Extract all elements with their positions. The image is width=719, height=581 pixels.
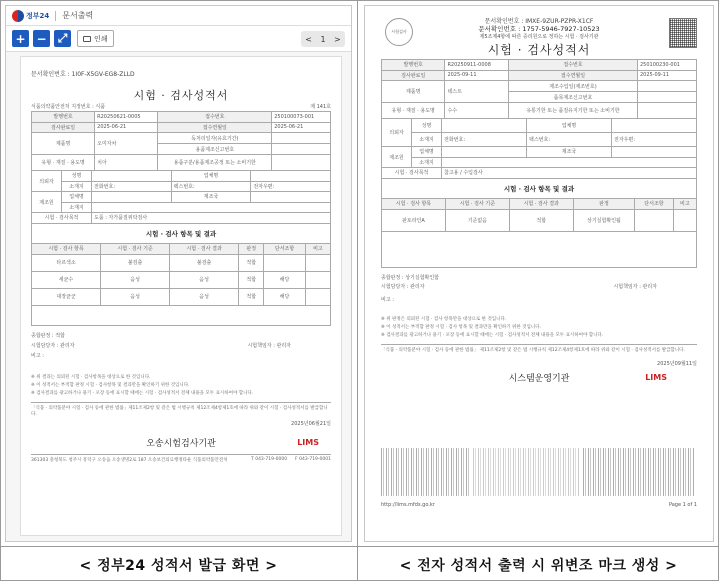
issuer xyxy=(381,371,697,385)
footer-page: Page 1 of 1 xyxy=(668,502,697,508)
result-cell: 기준없음 xyxy=(445,209,509,231)
cell: 접수연월일 xyxy=(509,70,638,81)
result-cell: 음성 xyxy=(101,271,170,288)
cell: 업체명 xyxy=(62,192,92,203)
result-header: 비고 xyxy=(673,198,696,209)
result-header: 시험 · 검사 결과 xyxy=(509,198,573,209)
cell xyxy=(637,81,696,92)
cell: 치아 xyxy=(95,155,158,171)
cell: 수수 xyxy=(445,103,509,119)
issuer-name: 시스템운영기관 xyxy=(508,373,570,384)
prev-page-button[interactable]: < xyxy=(305,34,312,44)
next-page-button[interactable]: > xyxy=(334,34,341,44)
doc-meta xyxy=(31,103,331,111)
info-table xyxy=(381,59,697,119)
cell: 2025-06-21 xyxy=(95,122,158,133)
note-line: ※ 이 성적서는 부적합 판정 시험 · 검사 항목 및 결과만을 확인하기 위한 것입니다. xyxy=(381,324,541,330)
result-header: 판정 xyxy=(573,198,634,209)
cell: 유형 · 재질 · 용도명 xyxy=(382,103,445,119)
cell: 접수연월일 xyxy=(158,122,272,133)
footer-tel: T 043-719-0000 xyxy=(251,456,288,462)
print-button[interactable] xyxy=(77,30,114,47)
certificate-page-printed xyxy=(369,10,709,537)
result-cell xyxy=(305,288,330,305)
result-header: 판정 xyxy=(239,243,264,254)
current-page[interactable]: 1 xyxy=(320,34,326,44)
result-cell: 적합 xyxy=(239,271,264,288)
result-cell xyxy=(305,271,330,288)
doc-confirm-number-small: 문서확인번호 : IMXE-9ZUR-PZPR-X1CF xyxy=(484,18,594,25)
fit-page-button[interactable]: ⤢ xyxy=(54,30,71,47)
cell xyxy=(251,192,331,203)
cell xyxy=(637,103,696,119)
cell: 시험 · 검사목적 xyxy=(382,168,442,179)
result-cell: 불검출 xyxy=(101,254,170,271)
anti-forgery-pattern-icon xyxy=(473,448,579,496)
cell: 제조원 xyxy=(382,147,412,168)
anti-forgery-barcode-icon xyxy=(381,448,469,496)
cell xyxy=(92,171,172,182)
result-cell: 해당 xyxy=(264,271,306,288)
cell: 성명 xyxy=(412,119,442,133)
result-cell: 해당 xyxy=(264,288,306,305)
tester xyxy=(31,342,75,352)
result-cell: 대장균군 xyxy=(32,288,101,305)
result-cell: 세균수 xyxy=(32,271,101,288)
cell: 소재지 xyxy=(62,181,92,192)
gov24-logo-icon xyxy=(12,10,24,22)
printer-icon xyxy=(83,36,91,42)
electronic-certificate xyxy=(364,5,714,542)
summary-line xyxy=(381,274,697,283)
summary-value: 상기실험확인함 xyxy=(405,274,440,281)
certificate-page xyxy=(20,56,342,536)
result-cell xyxy=(382,231,697,267)
result-cell: 음성 xyxy=(170,271,239,288)
approver xyxy=(247,342,291,352)
cell: 접수번호 xyxy=(158,112,272,123)
cell: 250100230-001 xyxy=(637,60,696,71)
caption-right: < 전자 성적서 출력 시 위변조 마크 생성 > xyxy=(399,557,678,574)
result-header: 시험 · 검사 기준 xyxy=(101,243,170,254)
caption-left: < 정부24 성적서 발급 화면 > xyxy=(79,557,278,574)
window-title: 문서출력 xyxy=(62,11,94,20)
doc-footer xyxy=(31,454,331,468)
client-table xyxy=(31,170,331,224)
cell xyxy=(272,144,331,155)
cell: 검사완료일 xyxy=(32,122,95,133)
cell: 2025-06-21 xyxy=(272,122,331,133)
cell xyxy=(612,119,697,133)
result-header: 시험 · 검사 결과 xyxy=(170,243,239,254)
note-line: ※ 검사결과를 광고하거나 용기 · 포장 등에 표시할 때에는 시험 · 검사성적서 전체 내용을 모두 표시하여야 합니다. xyxy=(31,390,254,396)
cell: 제조국 xyxy=(527,147,612,158)
note-line: ※ 이 성적서는 부적합 판정 시험 · 검사항목 및 결과만을 확인하기 위한 것입니다. xyxy=(31,382,190,388)
result-cell: 적합 xyxy=(509,209,573,231)
result-cell: 타르색소 xyxy=(32,254,101,271)
zoom-in-button[interactable]: + xyxy=(12,30,29,47)
doc-title: 시험 · 검사성적서 xyxy=(487,43,591,57)
results-table xyxy=(31,223,331,326)
vertical-divider xyxy=(357,0,358,581)
doc-confirm-number-large: 문서확인번호 : 1757-5946-7927-10523 xyxy=(478,25,600,33)
cell: 업체명 xyxy=(527,119,612,133)
cell: 소재지 xyxy=(412,133,442,147)
cell: 전화번호: xyxy=(92,181,172,192)
print-footer xyxy=(381,502,697,511)
cell xyxy=(272,155,331,171)
zoom-out-button[interactable]: − xyxy=(33,30,50,47)
result-cell: 불검출 xyxy=(170,254,239,271)
summary-label: 종합판정 : xyxy=(31,332,54,339)
cell: 참고용 / 수입검사 xyxy=(442,168,697,179)
doc-title: 시험 · 검사성적서 xyxy=(133,89,229,102)
section-title: 시험 · 검사 항목 및 결과 xyxy=(32,223,331,243)
result-cell xyxy=(305,254,330,271)
cell: 전자우편: xyxy=(612,133,697,147)
title-separator xyxy=(55,11,56,21)
section-title: 시험 · 검사 항목 및 결과 xyxy=(382,178,697,198)
cell: R20250621-0005 xyxy=(95,112,158,123)
note-line: ※ 위 결과는 의뢰된 시험 · 검사항목을 대상으로 한 것입니다. xyxy=(31,374,151,380)
cell: 팩스번호: xyxy=(527,133,612,147)
summary-value: 적합 xyxy=(55,332,65,339)
lims-logo: LIMS xyxy=(297,437,319,447)
approver-value: 관리자 xyxy=(276,342,291,349)
result-cell: 적합 xyxy=(239,288,264,305)
cell: 용품제조신고번호 xyxy=(158,144,272,155)
summary-block xyxy=(381,274,697,385)
result-cell xyxy=(635,209,674,231)
viewer-titlebar xyxy=(6,6,351,26)
viewer-toolbar xyxy=(6,26,351,52)
tester-label: 시험담당자 : xyxy=(31,342,59,349)
cell: 접수번호 xyxy=(509,60,638,71)
cell xyxy=(442,157,697,168)
cell: 성명 xyxy=(62,171,92,182)
cell: 업체명 xyxy=(171,171,251,182)
issuer xyxy=(31,436,331,450)
cell: 제조국 xyxy=(171,192,251,203)
page-navigator xyxy=(301,31,345,47)
footer-fax: F 043-719-0001 xyxy=(295,456,331,462)
result-cell: 상기실험확인됨 xyxy=(573,209,634,231)
result-cell: 적합 xyxy=(239,254,264,271)
cell: 제조원 xyxy=(32,192,62,213)
cell: 2025-09-11 xyxy=(637,70,696,81)
cell: 전화번호: xyxy=(442,133,527,147)
law-note: 제5조제4항에 따른 증리원으로 정하는 시험 · 검사기관 xyxy=(479,34,599,40)
issue-date: 2025년06월21일 xyxy=(291,420,331,427)
cell: 시험 · 검사목적 xyxy=(32,213,92,224)
cell xyxy=(251,171,331,182)
cell: 검사완료일 xyxy=(382,70,445,81)
footer-address: 361303 충청북도 청주시 흥덕구 오송읍 오송생명2로 187 오송보건의료행정타운 식품의약품안전처 xyxy=(31,457,228,463)
anti-forgery-qr-icon xyxy=(669,18,697,48)
result-header: 시험 · 검사 항목 xyxy=(382,198,446,209)
signers-line xyxy=(31,342,331,352)
remarks-label: 비고 : xyxy=(381,296,394,303)
gov24-viewer xyxy=(5,5,352,542)
result-header: 시험 · 검사 항목 xyxy=(32,243,101,254)
cell xyxy=(92,202,331,213)
cell: 발행번호 xyxy=(382,60,445,71)
tester-value: 관리자 xyxy=(410,283,425,290)
horizontal-divider xyxy=(0,546,719,547)
cell: 제품명 xyxy=(382,81,445,103)
cell xyxy=(442,147,527,158)
summary-block xyxy=(31,332,331,468)
approver-value: 관리자 xyxy=(642,283,657,290)
note-line: ※ 위 판정은 의뢰된 시험 · 검사 항목만을 대상으로 한 것입니다. xyxy=(381,316,507,322)
cell: 팩스번호: xyxy=(171,181,251,192)
cell: 용품구분/용품제조공정 또는 소비기한 xyxy=(158,155,272,171)
cell: 독처리일자(유효기간) xyxy=(158,133,272,144)
lims-logo: LIMS xyxy=(645,372,667,382)
cell xyxy=(92,192,172,203)
tester-value: 관리자 xyxy=(60,342,75,349)
cell: 소재지 xyxy=(62,202,92,213)
cell: 도품 : 자가품질위탁검사 xyxy=(92,213,331,224)
signers-line xyxy=(381,283,697,292)
remarks-label: 비고 : xyxy=(31,352,44,359)
client-table xyxy=(381,118,697,179)
result-cell: 판토라인A xyxy=(382,209,446,231)
cell: 유형 · 재질 · 용도명 xyxy=(32,155,95,171)
print-label: 인쇄 xyxy=(94,34,108,43)
cell xyxy=(637,92,696,103)
cell: 품목제조신고번호 xyxy=(509,92,638,103)
cell: 전자우편: xyxy=(251,181,331,192)
cell xyxy=(272,133,331,144)
cell: 테스트 xyxy=(445,81,509,103)
cell: 발행번호 xyxy=(32,112,95,123)
note-line: ※ 검사결과를 광고하거나 용기 · 포장 등에 표시할 때에는 시험 · 검사성적서 전체 내용을 모두 표시하여야 합니다. xyxy=(381,332,604,338)
approver xyxy=(613,283,657,292)
issue-date: 2025년09월11일 xyxy=(657,360,697,367)
result-header: 시험 · 검사 기준 xyxy=(445,198,509,209)
summary-line xyxy=(31,332,331,342)
legal-note: 「식품 · 의약품분야 시험 · 검사 등에 관한 법률」제11조제2항 및 같은 법 시행규칙 제12조제4항제1호에 따라 위와 같이 시험 · 검사성적서를 발급합니다. xyxy=(31,402,331,418)
approver-label: 시험책임자 : xyxy=(613,283,641,290)
cell: 소재지 xyxy=(412,157,442,168)
cell: 유통기한 또는 품질유지기한 또는 소비기한 xyxy=(509,103,638,119)
approver-label: 시험책임자 : xyxy=(247,342,275,349)
doc-confirm-number: 문서확인번호 : 1I0F-X5GV-EG8-ZLLD xyxy=(31,71,135,78)
cell: 제조수입일(제조번호) xyxy=(509,81,638,92)
designation-number: 식품의약품안전처 지정번호 : 식품 xyxy=(31,104,106,110)
issuer-name: 오송시험검사기관 xyxy=(146,438,216,449)
cell: 제품명 xyxy=(32,133,95,155)
cell: 오미자차 xyxy=(95,133,158,155)
cell: 250100073-001 xyxy=(272,112,331,123)
cell: R20250911-0008 xyxy=(445,60,509,71)
cell xyxy=(612,147,697,158)
gov24-brand: 정부24 xyxy=(26,11,50,20)
anti-forgery-barcode-icon xyxy=(583,448,695,496)
summary-label: 종합판정 : xyxy=(381,274,404,281)
cell: 업체명 xyxy=(412,147,442,158)
cell xyxy=(442,119,527,133)
results-table xyxy=(381,178,697,268)
result-cell xyxy=(32,305,331,325)
result-header: 비고 xyxy=(305,243,330,254)
result-cell: 음성 xyxy=(101,288,170,305)
footer-url: http://lims.mfds.go.kr xyxy=(381,502,435,508)
tester xyxy=(381,283,425,292)
result-cell xyxy=(673,209,696,231)
registration-number: 제 141호 xyxy=(310,104,331,110)
official-seal: 시험검사 xyxy=(385,18,413,46)
result-cell: 음성 xyxy=(170,288,239,305)
result-cell xyxy=(264,254,306,271)
cell: 의뢰자 xyxy=(32,171,62,192)
cell: 2025-09-11 xyxy=(445,70,509,81)
info-table xyxy=(31,111,331,171)
result-header: 단서조항 xyxy=(264,243,306,254)
cell: 의뢰자 xyxy=(382,119,412,147)
legal-note: 「식품 · 의약품분야 시험 · 검사 등에 관한 법률」 제11조제2항 및 같은 법 시행규칙 제12조제4항제1호에 따라 위와 같이 시험 · 검사성적서를 발급합니다. xyxy=(381,344,697,360)
result-header: 단서조항 xyxy=(635,198,674,209)
tester-label: 시험담당자 : xyxy=(381,283,409,290)
